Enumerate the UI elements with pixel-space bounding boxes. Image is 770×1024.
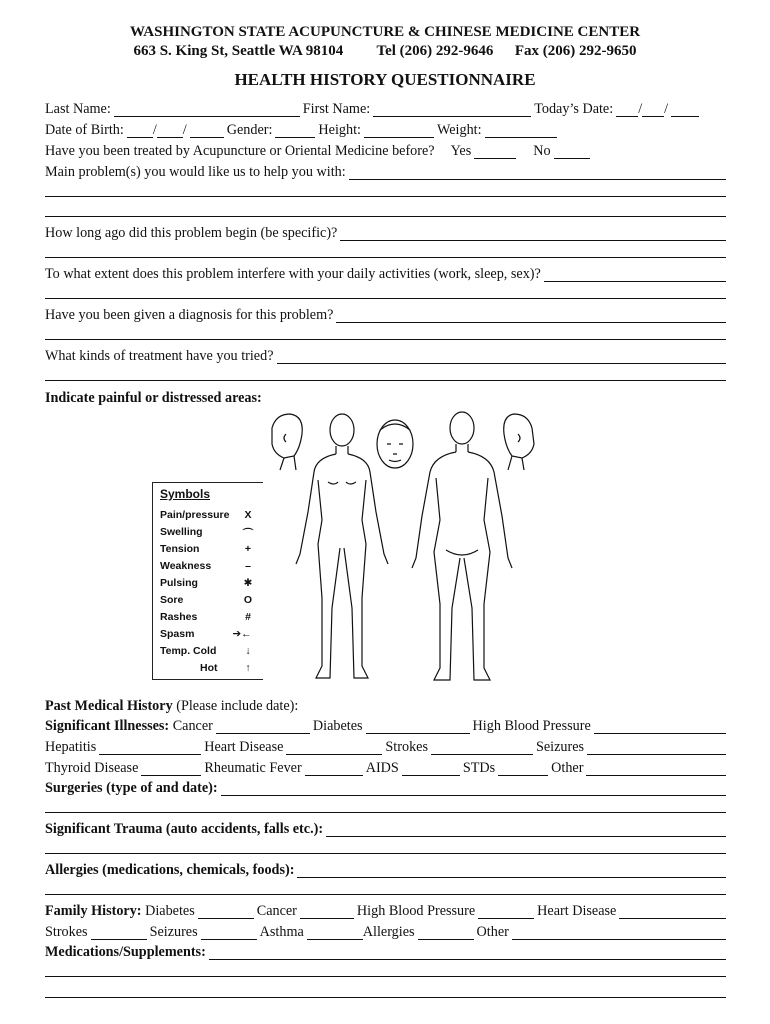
- dob-row: Date of Birth: / / Gender: Height: Weight:: [45, 118, 726, 138]
- todays-date-label: Today’s Date:: [534, 101, 614, 117]
- symbol-row: [160, 662, 255, 678]
- family-high-bp-label: High Blood Pressure: [356, 903, 476, 919]
- surgeries-line-2[interactable]: [45, 812, 726, 813]
- today-day-field[interactable]: [642, 101, 664, 117]
- family-diabetes-label: Diabetes: [145, 903, 195, 919]
- illnesses-row-2: [45, 735, 726, 755]
- family-allergies-label: Allergies: [362, 924, 415, 940]
- symbols-title: Symbols: [160, 487, 211, 501]
- form-title: HEALTH HISTORY QUESTIONNAIRE: [234, 70, 536, 89]
- center-name: WASHINGTON STATE ACUPUNCTURE & CHINESE MEDICINE CENTER: [129, 24, 641, 40]
- swelling-symbol: ⌒: [242, 528, 254, 540]
- family-row-2: [45, 920, 726, 940]
- how-long-field[interactable]: [340, 225, 726, 241]
- seizures-field[interactable]: [587, 739, 726, 755]
- diagnosis-line-2[interactable]: [45, 339, 726, 340]
- today-month-field[interactable]: [616, 101, 638, 117]
- temp-cold-symbol: ↓: [245, 645, 251, 657]
- family-seizures-field[interactable]: [201, 924, 257, 940]
- heart-disease-field[interactable]: [286, 739, 382, 755]
- body-front-figure[interactable]: [296, 414, 388, 678]
- first-name-label: First Name:: [302, 101, 371, 117]
- main-problem-line-2[interactable]: [45, 196, 726, 197]
- allergies-field[interactable]: [297, 862, 726, 878]
- medications-field[interactable]: [209, 944, 726, 960]
- dob-month-field[interactable]: [127, 122, 153, 138]
- family-cancer-label: Cancer: [256, 903, 297, 919]
- heart-disease-label: Heart Disease: [204, 739, 284, 755]
- other-label: Other: [551, 760, 584, 776]
- sore-symbol: O: [243, 594, 253, 606]
- symbol-label: Pain/pressure: [160, 509, 230, 521]
- rheumatic-label: Rheumatic Fever: [204, 760, 302, 776]
- dob-year-field[interactable]: [190, 122, 224, 138]
- gender-field[interactable]: [275, 122, 315, 138]
- treated-before-label: Have you been treated by Acupuncture or Oriental Medicine before?: [45, 143, 435, 159]
- medications-line-2[interactable]: [45, 976, 726, 977]
- strokes-field[interactable]: [431, 739, 533, 755]
- main-problem-field[interactable]: [349, 164, 726, 180]
- symbol-row: [160, 645, 255, 661]
- symbols-legend: [152, 482, 263, 680]
- other-field[interactable]: [586, 760, 726, 776]
- symbol-row: [160, 543, 255, 559]
- body-diagram[interactable]: [250, 408, 540, 688]
- symbol-row: [160, 611, 255, 627]
- treatments-label: What kinds of treatment have you tried?: [45, 348, 274, 364]
- symbol-label: Spasm: [160, 628, 195, 640]
- symbol-label: Tension: [160, 543, 200, 555]
- hepatitis-field[interactable]: [99, 739, 201, 755]
- treatments-row: [45, 344, 726, 364]
- symbol-row: [160, 526, 255, 542]
- family-diabetes-field[interactable]: [198, 903, 254, 919]
- interfere-row: [45, 262, 726, 282]
- painful-areas-heading: [45, 386, 726, 406]
- diagnosis-row: [45, 303, 726, 323]
- cancer-label: Cancer: [172, 718, 213, 734]
- trauma-label: Significant Trauma (auto accidents, falls etc.):: [45, 821, 324, 837]
- stds-label: STDs: [462, 760, 496, 776]
- yes-label: Yes: [450, 143, 472, 159]
- past-medical-row: [45, 694, 726, 714]
- symbol-label: Weakness: [160, 560, 212, 572]
- trauma-row: [45, 817, 726, 837]
- high-bp-label: High Blood Pressure: [472, 718, 591, 734]
- past-medical-note: (Please include date):: [176, 698, 299, 714]
- family-high-bp-field[interactable]: [478, 903, 534, 919]
- symbol-label: Temp. Cold: [160, 645, 217, 657]
- medications-label: Medications/Supplements:: [45, 944, 206, 960]
- family-heart-disease-label: Heart Disease: [537, 903, 617, 919]
- stds-field[interactable]: [498, 760, 548, 776]
- allergies-row: [45, 858, 726, 878]
- family-other-field[interactable]: [512, 924, 726, 940]
- last-name-label: Last Name:: [45, 101, 111, 117]
- dob-day-field[interactable]: [157, 122, 183, 138]
- thyroid-field[interactable]: [141, 760, 201, 776]
- symbol-label: Swelling: [160, 526, 203, 538]
- body-back-figure[interactable]: [412, 412, 512, 680]
- family-history-label: Family History:: [45, 903, 142, 919]
- painful-areas-label: Indicate painful or distressed areas:: [45, 390, 262, 406]
- medications-line-3[interactable]: [45, 997, 726, 998]
- center-tel: Tel (206) 292-9646: [376, 43, 494, 59]
- diabetes-field[interactable]: [366, 718, 470, 734]
- pulsing-symbol: ✱: [243, 577, 253, 589]
- gender-label: Gender:: [226, 122, 273, 138]
- diagnosis-label: Have you been given a diagnosis for this problem?: [45, 307, 334, 323]
- significant-illnesses-label: Significant Illnesses:: [45, 718, 170, 734]
- how-long-line-2[interactable]: [45, 257, 726, 258]
- symbol-row: [160, 509, 255, 525]
- yes-field[interactable]: [474, 143, 516, 159]
- how-long-row: [45, 221, 726, 241]
- hepatitis-label: Hepatitis: [45, 739, 97, 755]
- seizures-label: Seizures: [535, 739, 585, 755]
- last-name-field[interactable]: [114, 101, 300, 117]
- family-asthma-field[interactable]: [307, 924, 363, 940]
- family-strokes-label: Strokes: [45, 924, 88, 940]
- surgeries-label: Surgeries (type of and date):: [45, 780, 218, 796]
- no-field[interactable]: [554, 143, 590, 159]
- how-long-label: How long ago did this problem begin (be specific)?: [45, 225, 338, 241]
- family-row-1: [45, 899, 726, 919]
- treated-row: [45, 139, 726, 159]
- rashes-symbol: #: [245, 611, 251, 623]
- symbol-row: [160, 594, 255, 610]
- high-bp-field[interactable]: [594, 718, 726, 734]
- interfere-label: To what extent does this problem interfere with your daily activities (work, sleep, sex)?: [45, 266, 541, 282]
- surgeries-row: [45, 776, 726, 796]
- cancer-field[interactable]: [216, 718, 310, 734]
- tension-symbol: +: [244, 543, 252, 555]
- family-other-label: Other: [476, 924, 509, 940]
- symbol-label: Hot: [200, 662, 218, 674]
- allergies-label: Allergies (medications, chemicals, foods):: [45, 862, 295, 878]
- aids-field[interactable]: [402, 760, 460, 776]
- name-row: Last Name: First Name: Today’s Date: / /: [45, 97, 726, 117]
- treatments-field[interactable]: [277, 348, 727, 364]
- no-label: No: [533, 143, 551, 159]
- head-side-left-figure[interactable]: [272, 414, 302, 470]
- head-front-figure[interactable]: [377, 420, 413, 468]
- center-address: 663 S. King St, Seattle WA 98104: [133, 43, 344, 59]
- family-heart-disease-field[interactable]: [619, 903, 726, 919]
- treatments-line-2[interactable]: [45, 380, 726, 381]
- interfere-field[interactable]: [544, 266, 726, 282]
- symbol-row: [160, 577, 255, 593]
- hot-symbol: ↑: [245, 662, 251, 674]
- surgeries-field[interactable]: [221, 780, 726, 796]
- family-strokes-field[interactable]: [91, 924, 147, 940]
- illnesses-row-3: [45, 756, 726, 776]
- main-problem-line-3[interactable]: [45, 216, 726, 217]
- illnesses-row-1: [45, 714, 726, 734]
- diagnosis-field[interactable]: [336, 307, 726, 323]
- past-medical-label: Past Medical History: [45, 698, 173, 714]
- weakness-symbol: –: [245, 560, 251, 572]
- family-seizures-label: Seizures: [149, 924, 198, 940]
- height-field[interactable]: [364, 122, 434, 138]
- family-cancer-field[interactable]: [300, 903, 354, 919]
- symbol-label: Sore: [160, 594, 184, 606]
- interfere-line-2[interactable]: [45, 298, 726, 299]
- spasm-symbol: ➔←: [232, 628, 252, 640]
- center-contact: [0, 43, 770, 60]
- today-year-field[interactable]: [671, 101, 699, 117]
- symbol-row: [160, 628, 255, 644]
- rheumatic-field[interactable]: [305, 760, 363, 776]
- center-fax: Fax (206) 292-9650: [514, 43, 637, 59]
- trauma-field[interactable]: [326, 821, 726, 837]
- family-allergies-field[interactable]: [418, 924, 474, 940]
- height-label: Height:: [318, 122, 361, 138]
- medications-row: [45, 940, 726, 960]
- main-problem-row: [45, 160, 726, 180]
- strokes-label: Strokes: [385, 739, 428, 755]
- symbol-label: Pulsing: [160, 577, 198, 589]
- diabetes-label: Diabetes: [312, 718, 363, 734]
- allergies-line-2[interactable]: [45, 894, 726, 895]
- dob-label: Date of Birth:: [45, 122, 124, 138]
- trauma-line-2[interactable]: [45, 853, 726, 854]
- pain-pressure-symbol: X: [244, 509, 252, 521]
- thyroid-label: Thyroid Disease: [45, 760, 139, 776]
- weight-label: Weight:: [436, 122, 482, 138]
- main-problem-label: Main problem(s) you would like us to help you with:: [45, 164, 346, 180]
- head-side-right-figure[interactable]: [504, 414, 534, 470]
- symbol-row: [160, 560, 255, 576]
- symbol-label: Rashes: [160, 611, 198, 623]
- aids-label: AIDS: [365, 760, 399, 776]
- first-name-field[interactable]: [373, 101, 531, 117]
- weight-field[interactable]: [485, 122, 557, 138]
- family-asthma-label: Asthma: [259, 924, 304, 940]
